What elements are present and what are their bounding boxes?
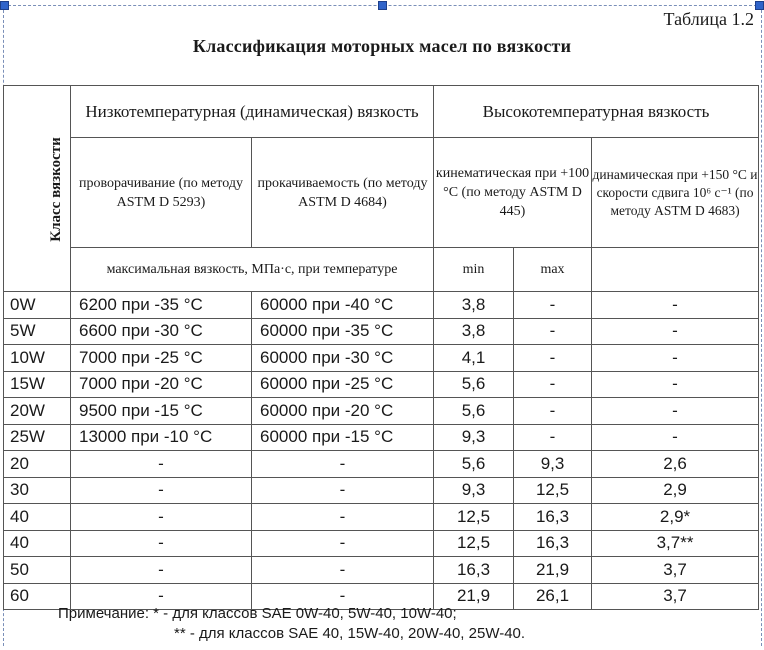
kinematic-max-cell: - xyxy=(514,424,592,451)
class-cell: 10W xyxy=(4,345,71,372)
kinematic-max-cell: 12,5 xyxy=(514,477,592,504)
pumping-cell: - xyxy=(252,530,434,557)
table-row xyxy=(4,424,759,451)
hths-header: динамическая при +150 °С и скорости сдвига 10⁶ с⁻¹ (по методу ASTM D 4683) xyxy=(592,138,759,248)
hths-cell: - xyxy=(592,318,759,345)
kinematic-min-cell: 5,6 xyxy=(434,451,514,478)
kinematic-max-cell: 16,3 xyxy=(514,530,592,557)
class-cell: 20W xyxy=(4,398,71,425)
table-title: Классификация моторных масел по вязкости xyxy=(192,36,572,56)
pumping-cell: 60000 при -30 °С xyxy=(252,345,434,372)
class-header-label: Класс вязкости xyxy=(47,136,64,242)
table-row xyxy=(4,398,759,425)
kinematic-max-cell: - xyxy=(514,292,592,319)
pumping-cell: - xyxy=(252,477,434,504)
max-header: max xyxy=(514,248,592,292)
cranking-cell: 6200 при -35 °С xyxy=(71,292,252,319)
class-cell: 25W xyxy=(4,424,71,451)
resize-handle-top-left[interactable] xyxy=(0,1,9,10)
class-cell: 15W xyxy=(4,371,71,398)
class-header xyxy=(4,86,71,292)
hths-cell: 3,7 xyxy=(592,557,759,584)
table-row xyxy=(4,371,759,398)
pumping-cell: - xyxy=(252,504,434,531)
kinematic-max-cell: - xyxy=(514,371,592,398)
cranking-cell: - xyxy=(71,504,252,531)
footnote-line-2: ** - для классов SAE 40, 15W-40, 20W-40, 25W-40. xyxy=(174,625,526,642)
pumping-cell: 60000 при -35 °С xyxy=(252,318,434,345)
min-header: min xyxy=(434,248,514,292)
hths-cell: 2,9 xyxy=(592,477,759,504)
hths-cell: 3,7** xyxy=(592,530,759,557)
cranking-cell: 6600 при -30 °С xyxy=(71,318,252,345)
pumping-cell: 60000 при -20 °С xyxy=(252,398,434,425)
cranking-cell: - xyxy=(71,530,252,557)
kinematic-min-cell: 9,3 xyxy=(434,424,514,451)
hths-cell: - xyxy=(592,345,759,372)
hths-cell: - xyxy=(592,424,759,451)
table-row xyxy=(4,318,759,345)
footnote-line-1: Примечание: * - для классов SAE 0W-40, 5W-40, 10W-40; xyxy=(58,605,457,622)
kinematic-max-cell: 21,9 xyxy=(514,557,592,584)
cranking-header: проворачивание (по методу ASTM D 5293) xyxy=(71,138,252,248)
kinematic-min-cell: 5,6 xyxy=(434,371,514,398)
hths-cell: - xyxy=(592,371,759,398)
footnotes xyxy=(58,604,525,644)
class-cell: 60 xyxy=(4,583,71,610)
kinematic-max-cell: - xyxy=(514,318,592,345)
cranking-cell: - xyxy=(71,477,252,504)
cranking-cell: - xyxy=(71,583,252,610)
kinematic-min-cell: 3,8 xyxy=(434,292,514,319)
class-cell: 40 xyxy=(4,530,71,557)
table-row xyxy=(4,292,759,319)
class-cell: 20 xyxy=(4,451,71,478)
pumping-cell: 60000 при -15 °С xyxy=(252,424,434,451)
hths-cell: 2,9* xyxy=(592,504,759,531)
kinematic-min-cell: 12,5 xyxy=(434,504,514,531)
class-cell: 40 xyxy=(4,504,71,531)
empty-header-cell xyxy=(592,248,759,292)
kinematic-min-cell: 16,3 xyxy=(434,557,514,584)
high-temp-header: Высокотемпературная вязкость xyxy=(434,86,759,138)
cranking-cell: - xyxy=(71,451,252,478)
class-cell: 5W xyxy=(4,318,71,345)
table-row xyxy=(4,557,759,584)
table-row xyxy=(4,530,759,557)
pumping-cell: - xyxy=(252,451,434,478)
pumping-cell: 60000 при -40 °С xyxy=(252,292,434,319)
hths-cell: - xyxy=(592,398,759,425)
kinematic-min-cell: 12,5 xyxy=(434,530,514,557)
kinematic-min-cell: 5,6 xyxy=(434,398,514,425)
table-row xyxy=(4,477,759,504)
kinematic-min-cell: 9,3 xyxy=(434,477,514,504)
cranking-cell: 7000 при -25 °С xyxy=(71,345,252,372)
hths-cell: 2,6 xyxy=(592,451,759,478)
pumping-cell: 60000 при -25 °С xyxy=(252,371,434,398)
resize-handle-top-center[interactable] xyxy=(378,1,387,10)
pumping-header: прокачиваемость (по методу ASTM D 4684) xyxy=(252,138,434,248)
kinematic-header: кинематическая при +100 °С (по методу ASTM D 445) xyxy=(434,138,592,248)
table-row xyxy=(4,504,759,531)
hths-cell: 3,7 xyxy=(592,583,759,610)
class-cell: 30 xyxy=(4,477,71,504)
table-body xyxy=(4,292,759,610)
kinematic-min-cell: 4,1 xyxy=(434,345,514,372)
viscosity-table xyxy=(3,85,759,610)
max-viscosity-header: максимальная вязкость, МПа·с, при температуре xyxy=(71,248,434,292)
low-temp-header: Низкотемпературная (динамическая) вязкость xyxy=(71,86,434,138)
table-row xyxy=(4,451,759,478)
table-row xyxy=(4,345,759,372)
cranking-cell: - xyxy=(71,557,252,584)
cranking-cell: 9500 при -15 °С xyxy=(71,398,252,425)
hths-cell: - xyxy=(592,292,759,319)
class-cell: 0W xyxy=(4,292,71,319)
kinematic-max-cell: - xyxy=(514,398,592,425)
cranking-cell: 7000 при -20 °С xyxy=(71,371,252,398)
kinematic-max-cell: 16,3 xyxy=(514,504,592,531)
class-cell: 50 xyxy=(4,557,71,584)
pumping-cell: - xyxy=(252,557,434,584)
kinematic-max-cell: - xyxy=(514,345,592,372)
cranking-cell: 13000 при -10 °С xyxy=(71,424,252,451)
kinematic-min-cell: 3,8 xyxy=(434,318,514,345)
resize-handle-top-right[interactable] xyxy=(755,1,764,10)
kinematic-max-cell: 9,3 xyxy=(514,451,592,478)
kinematic-min-cell: 21,9 xyxy=(434,583,514,610)
pumping-cell: - xyxy=(252,583,434,610)
kinematic-max-cell: 26,1 xyxy=(514,583,592,610)
table-number: Таблица 1.2 xyxy=(663,9,754,29)
